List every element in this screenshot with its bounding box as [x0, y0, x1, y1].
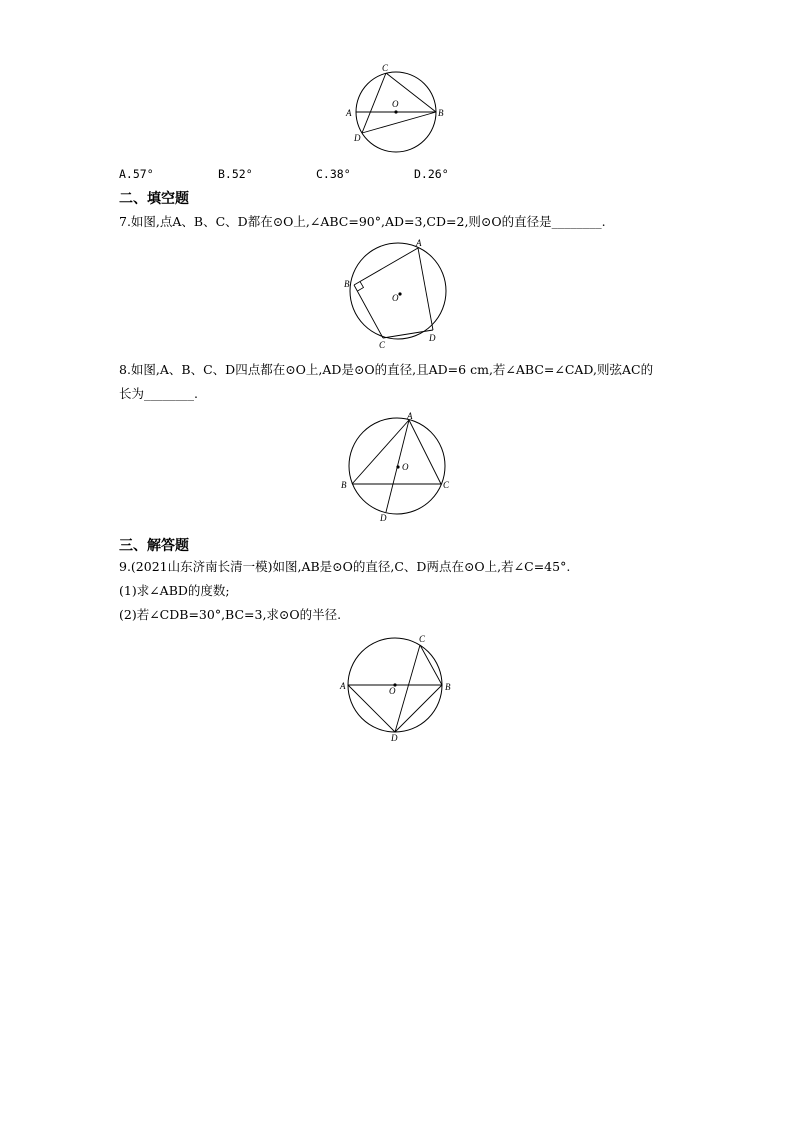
q8-label-d: D: [380, 513, 387, 523]
q8-label-b: B: [341, 480, 347, 490]
q6-chord-db: [362, 112, 436, 133]
q7-label-d: D: [429, 333, 436, 343]
q9-text: 9.(2021山东济南长清一模)如图,AB是⊙O的直径,C、D两点在⊙O上,若∠C=45°.: [119, 559, 571, 574]
q8-chord-ab: [352, 420, 409, 484]
q9-label-a: A: [340, 681, 346, 691]
q7-label-b: B: [344, 279, 350, 289]
q6-label-o: O: [392, 99, 399, 109]
q9-part1: (1)求∠ABD的度数;: [119, 583, 230, 598]
q6-label-d: D: [354, 133, 361, 143]
q6-choice-b: B.52°: [218, 167, 253, 181]
q6-choice-d: D.26°: [414, 167, 449, 181]
q8-label-c: C: [443, 480, 450, 490]
q7-label-o: O: [392, 293, 399, 303]
q9-label-d: D: [391, 733, 398, 743]
q6-center-dot: [394, 110, 397, 113]
q7-chord-ad: [418, 248, 433, 330]
q8-label-a: A: [407, 411, 413, 421]
q6-label-a: A: [346, 108, 352, 118]
q8-figure-svg: [338, 408, 458, 526]
q7-label-a: A: [416, 238, 422, 248]
q7-chord-dc: [383, 330, 433, 338]
q9-chord-ad: [348, 685, 395, 732]
q7-label-c: C: [379, 340, 386, 350]
q8-chord-ac: [409, 420, 441, 484]
q6-chord-cd: [362, 73, 386, 133]
q8-figure: [338, 408, 458, 526]
q9-label-c: C: [419, 634, 426, 644]
q8-text-line2: 长为________.: [119, 386, 198, 401]
q6-choice-a: A.57°: [119, 167, 154, 181]
q7-figure: [338, 238, 458, 350]
q7-chord-cb: [354, 285, 383, 338]
q9-chord-cb: [420, 645, 442, 685]
section3-title: 三、解答题: [119, 538, 189, 554]
q6-label-b: B: [438, 108, 444, 118]
q6-figure-svg: [340, 60, 450, 160]
q6-figure: [340, 60, 450, 160]
q7-text: 7.如图,点A、B、C、D都在⊙O上,∠ABC=90°,AD=3,CD=2,则⊙O的直径是________.: [119, 214, 606, 229]
q7-chord-ba: [354, 248, 418, 285]
q8-label-o: O: [402, 462, 409, 472]
q9-figure: [335, 628, 460, 744]
q9-part2: (2)若∠CDB=30°,BC=3,求⊙O的半径.: [119, 607, 342, 622]
q9-label-o: O: [389, 686, 396, 696]
q6-label-c: C: [382, 63, 389, 73]
q7-figure-svg: [338, 238, 458, 350]
q8-text-line1: 8.如图,A、B、C、D四点都在⊙O上,AD是⊙O的直径,且AD=6 cm,若∠ABC=∠CAD,则弦AC的: [119, 362, 654, 377]
q6-choice-c: C.38°: [316, 167, 351, 181]
q9-figure-svg: [335, 628, 460, 744]
q9-label-b: B: [445, 682, 451, 692]
section2-title: 二、填空题: [119, 191, 189, 207]
q8-center-dot: [396, 465, 399, 468]
q7-center-dot: [398, 292, 401, 295]
